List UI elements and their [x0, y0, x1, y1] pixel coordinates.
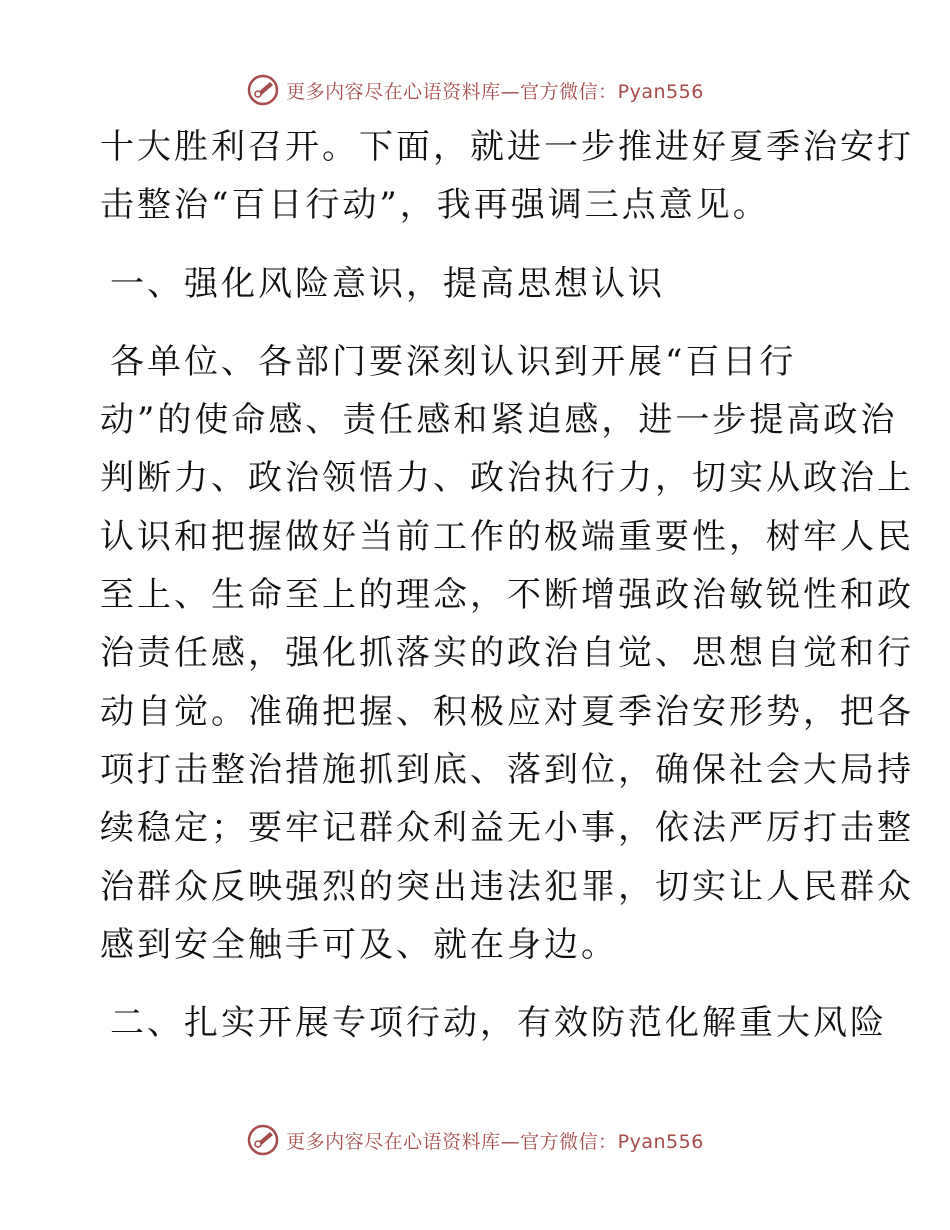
heading-text: 一、强化风险意识，提高思想认识 — [110, 263, 665, 304]
watermark-text: 更多内容尽在心语资料库—官方微信：Pyan556 — [286, 80, 704, 103]
watermark-footer — [0, 1120, 950, 1160]
heading-text: 二、扎实开展专项行动，有效防范化解重大风险 — [110, 1003, 887, 1044]
text-line: 各单位、各部门要深刻认识到开展“百日行 — [110, 341, 797, 382]
text-line: 治责任感，强化抓落实的政治自觉、思想自觉和行 — [100, 633, 914, 674]
paragraph-intro — [100, 118, 914, 235]
section-heading-1 — [100, 255, 850, 313]
watermark-text: 更多内容尽在心语资料库—官方微信：Pyan556 — [286, 1130, 704, 1153]
text-line: 十大胜利召开。下面，就进一步推进好夏季治安打 — [100, 127, 914, 167]
text-line: 击整治“百日行动”，我再强调三点意见。 — [100, 185, 770, 226]
watermark-header — [0, 70, 950, 110]
text-line: 治群众反映强烈的突出违法犯罪，切实让人民群众 — [100, 866, 914, 907]
watermark-logo-icon — [246, 1123, 280, 1157]
text-line: 判断力、政治领悟力、政治执行力，切实从政治上 — [100, 458, 914, 499]
document-body — [100, 118, 914, 1052]
text-line: 动自觉。准确把握、积极应对夏季治安形势，把各 — [100, 691, 914, 732]
paragraph-body — [100, 333, 914, 974]
watermark-logo-icon — [246, 73, 280, 107]
text-line: 感到安全触手可及、就在身边。 — [100, 924, 618, 965]
text-line: 项打击整治措施抓到底、落到位，确保社会大局持 — [100, 749, 914, 790]
text-line: 认识和把握做好当前工作的极端重要性，树牢人民 — [100, 516, 914, 557]
text-line: 续稳定；要牢记群众利益无小事，依法严厉打击整 — [100, 808, 914, 849]
section-heading-2 — [100, 994, 887, 1052]
text-line: 至上、生命至上的理念，不断增强政治敏锐性和政 — [100, 575, 914, 616]
text-line: 动”的使命感、责任感和紧迫感，进一步提高政治 — [100, 400, 898, 441]
